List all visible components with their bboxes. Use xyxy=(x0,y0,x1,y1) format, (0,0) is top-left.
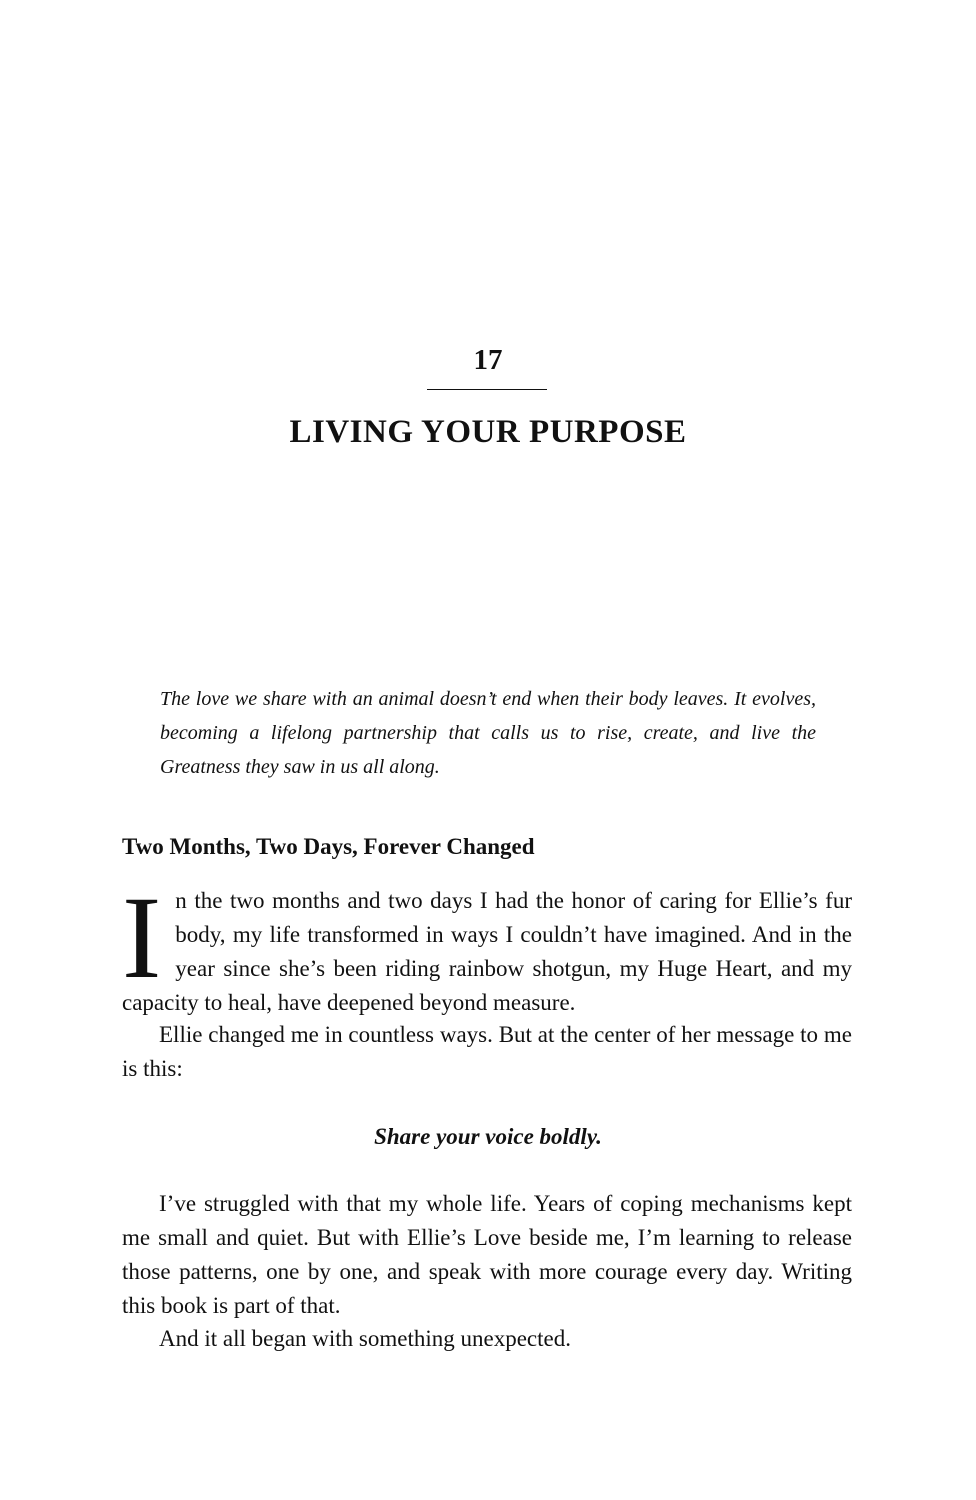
emphasis-line: Share your voice boldly. xyxy=(374,1124,602,1149)
chapter-title: LIVING YOUR PURPOSE xyxy=(289,414,687,450)
paragraph-1 xyxy=(122,872,852,1020)
drop-cap: I xyxy=(122,872,162,1003)
chapter-number: 17 xyxy=(473,344,503,376)
section-heading: Two Months, Two Days, Forever Changed xyxy=(122,834,535,859)
paragraph-4: And it all began with something unexpected. xyxy=(159,1326,571,1351)
paragraph-1-text: n the two months and two days I had the honor of caring for Ellie’s fur body, my life transformed in ways I couldn’t have imagined. And in the year since she’s been riding rainbow shotgun, my Huge Heart, and my capacity to heal, have deepened beyond measure. xyxy=(122,888,852,1015)
paragraph-3: I’ve struggled with that my whole life. Years of coping mechanisms kept me small and quiet. But with Ellie’s Love beside me, I’m learning to release those patterns, one by one, and speak with more courage every day. Writing this book is part of that. xyxy=(122,1191,852,1318)
paragraph-2: Ellie changed me in countless ways. But at the center of her message to me is this: xyxy=(122,1022,852,1081)
epigraph: The love we share with an animal doesn’t end when their body leaves. It evolves, becoming a lifelong partnership that calls us to rise, create, and live the Greatness they saw in us all along. xyxy=(160,688,816,778)
chapter-divider xyxy=(427,389,547,390)
